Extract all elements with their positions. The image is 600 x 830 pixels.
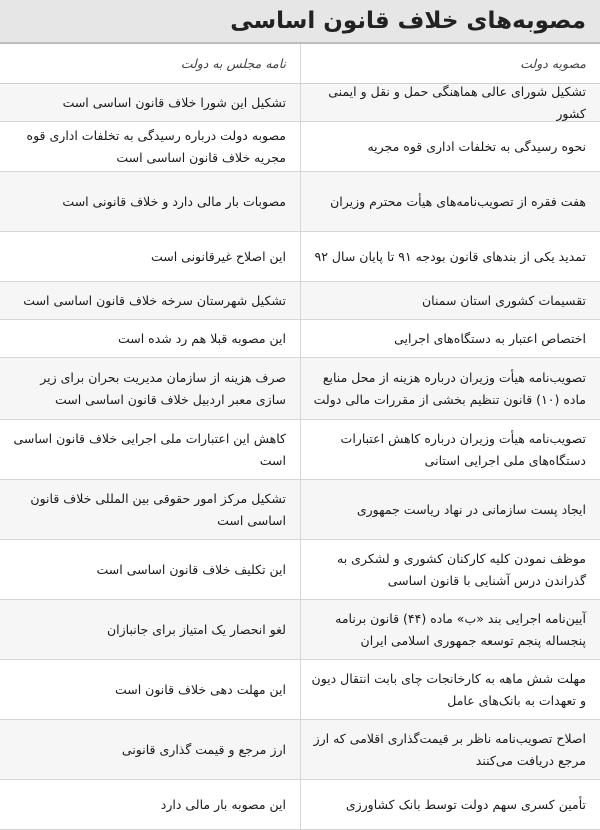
table-body <box>0 84 600 830</box>
parliament-letter-cell: تشکیل این شورا خلاف قانون اساسی است <box>62 94 286 110</box>
parliament-letter-cell: این مصوبه بار مالی دارد <box>160 796 286 812</box>
parliament-letter-cell: ارز مرجع و قیمت گذاری قانونی <box>121 741 286 757</box>
gov-resolution-cell: تقسیمات کشوری استان سمنان <box>300 282 600 319</box>
gov-resolution-cell: تشکیل شورای عالی هماهنگی حمل و نقل و ایمنی کشور <box>300 84 600 121</box>
gov-resolution-cell: تصویب‌نامه هیأت وزیران درباره کاهش اعتبارات دستگاه‌های ملی اجرایی استانی <box>300 420 600 479</box>
table-row <box>0 122 600 172</box>
table-row <box>0 358 600 420</box>
parliament-letter-cell: این اصلاح غیرقانونی است <box>150 248 286 264</box>
gov-resolution-cell: موظف نمودن کلیه کارکنان کشوری و لشکری به گذراندن درس آشنایی با قانون اساسی <box>300 540 600 599</box>
header-parliament-letter: نامه مجلس به دولت <box>180 55 286 71</box>
table-row <box>0 172 600 232</box>
page-title: مصوبه‌های خلاف قانون اساسی <box>230 8 586 34</box>
table-row <box>0 660 600 720</box>
table-row <box>0 84 600 122</box>
parliament-letter-cell: مصوبات بار مالی دارد و خلاف قانونی است <box>62 193 286 209</box>
parliament-letter-cell: لغو انحصار یک امتیاز برای جانبازان <box>106 621 286 637</box>
header-gov-resolution: مصوبه دولت <box>300 44 600 83</box>
table-row <box>0 540 600 600</box>
table-row <box>0 282 600 320</box>
parliament-letter-cell: صرف هزینه از سازمان مدیریت بحران برای زیر سازی معبر اردبیل خلاف قانون اساسی است <box>40 369 286 407</box>
table-row <box>0 720 600 780</box>
gov-resolution-cell: اصلاح تصویب‌نامه ناظر بر قیمت‌گذاری اقلامی که ارز مرجع دریافت می‌کنند <box>300 720 600 779</box>
table-row <box>0 480 600 540</box>
parliament-letter-cell: این مصوبه قبلا هم رد شده است <box>117 330 286 346</box>
gov-resolution-cell: تصویب‌نامه هیأت وزیران درباره هزینه از محل منابع ماده (۱۰) قانون تنظیم بخشی از مقررات مالی دولت <box>300 358 600 419</box>
gov-resolution-cell: مهلت شش ماهه به کارخانجات چای بابت انتقال دیون و تعهدات به بانک‌های عامل <box>300 660 600 719</box>
table-row <box>0 320 600 358</box>
gov-resolution-cell: تمدید یکی از بندهای قانون بودجه ۹۱ تا پایان سال ۹۲ <box>300 232 600 281</box>
gov-resolution-cell: ایجاد پست سازمانی در نهاد ریاست جمهوری <box>300 480 600 539</box>
parliament-letter-cell: کاهش این اعتبارات ملی اجرایی خلاف قانون اساسی است <box>13 430 286 468</box>
parliament-letter-cell: تشکیل مرکز امور حقوقی بین المللی خلاف قانون اساسی است <box>30 490 286 528</box>
gov-resolution-cell: آیین‌نامه اجرایی بند «ب» ماده (۴۴) قانون برنامه پنجساله پنجم توسعه جمهوری اسلامی ایران <box>300 600 600 659</box>
table-row <box>0 780 600 830</box>
parliament-letter-cell: مصوبه دولت درباره رسیدگی به تخلفات اداری قوه مجریه خلاف قانون اساسی است <box>26 127 286 165</box>
table-row <box>0 600 600 660</box>
parliament-letter-cell: تشکیل شهرستان سرخه خلاف قانون اساسی است <box>23 292 286 308</box>
parliament-letter-cell: این مهلت دهی خلاف قانون است <box>114 681 286 697</box>
table-row <box>0 232 600 282</box>
gov-resolution-cell: اختصاص اعتبار به دستگاه‌های اجرایی <box>300 320 600 357</box>
title-bar <box>0 0 600 44</box>
gov-resolution-cell: هفت فقره از تصویب‌نامه‌های هیأت محترم وزیران <box>300 172 600 231</box>
table-row <box>0 420 600 480</box>
gov-resolution-cell: نحوه رسیدگی به تخلفات اداری قوه مجریه <box>300 122 600 171</box>
table-header <box>0 44 600 84</box>
parliament-letter-cell: این تکلیف خلاف قانون اساسی است <box>96 561 286 577</box>
gov-resolution-cell: تأمین کسری سهم دولت توسط بانک کشاورزی <box>300 780 600 829</box>
